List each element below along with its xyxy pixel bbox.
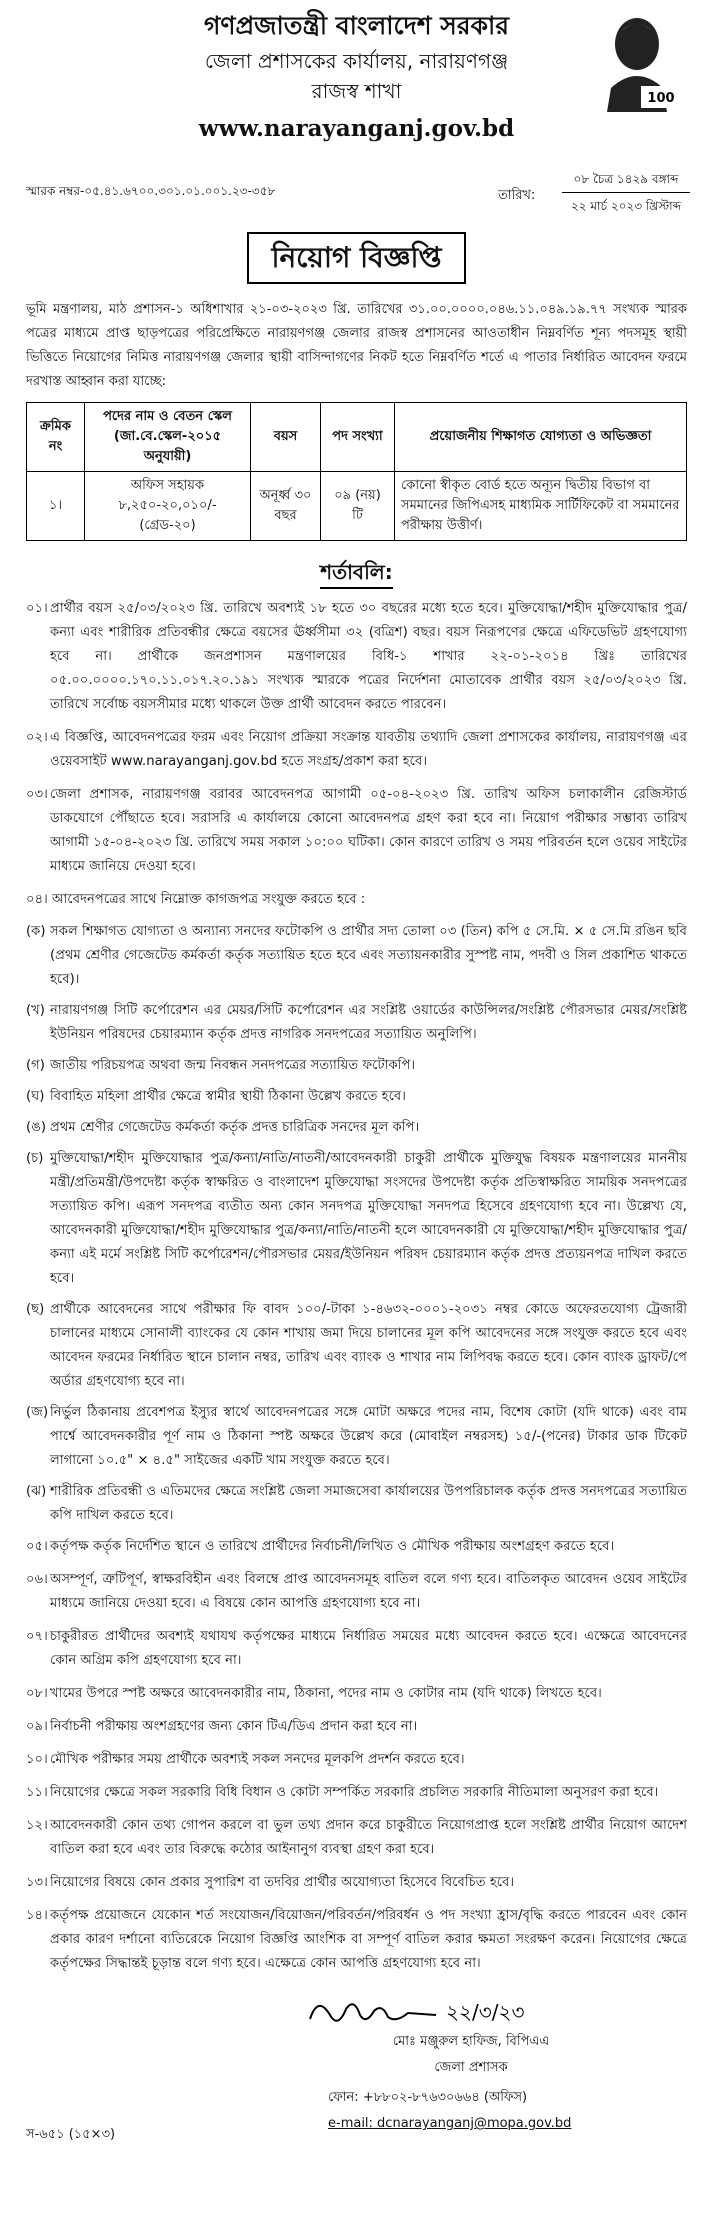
svg-text:100: 100 — [647, 91, 675, 106]
ad-code: স-৬৫১ (১৫×৩) — [26, 2127, 116, 2142]
post-grade: (গ্রেড-২০) — [139, 518, 196, 533]
memo-row — [26, 168, 687, 226]
document-item — [26, 999, 687, 1047]
letterhead — [26, 0, 687, 168]
phone-number: ফোন: +৮৮০২-৮৭৬৩০৬৬৪ (অফিস) — [328, 2090, 528, 2105]
cell-serial: ১। — [27, 472, 85, 541]
date-block — [562, 168, 690, 217]
cell-count: ০৯ (নয়) টি — [321, 472, 395, 541]
posts-table — [26, 402, 687, 541]
condition-text: প্রার্থীর বয়স ২৫/০৩/২০২৩ খ্রি. তারিখে অবশ্যই ১৮ হতে ৩০ বছরের মধ্যে হতে হবে। মুক্তিযোদ্ধা/শহীদ মুক্তিযোদ্ধার পুত্র/কন্যা এবং শারীরিক প্রতিবন্ধীর ক্ষেত্রে বয়সের ঊর্ধ্বসীমা ৩২ (বত্রিশ) বছর। বয়স নিরূপণের ক্ষেত্রে এফিডেভিট গ্রহণযোগ্য হবে না। প্রার্থীকে জনপ্রশাসন মন্ত্রণালয়ের বিধি-১ শাখার ২২-০১-২০১৪ খ্রিঃ তারিখের ০৫.০০.০০০০.১৭০.১১.০১৭.২০.১৯১ সংখ্যক স্মারকে পত্রের নির্দেশনা মোতাবেক প্রার্থীর বয়স ২৫/০৩/২০২৩ খ্রি. তারিখে সর্বোচ্চ বয়সসীমার মধ্যে থাকলে উক্ত প্রার্থী আবেদন করতে পারবেন। — [50, 601, 687, 712]
condition-text: কর্তৃপক্ষ কর্তৃক নির্দেশিত স্থানে ও তারিখে প্রার্থীদের নির্বাচনী/লিখিত ও মৌখিক পরীক্ষায় অংশগ্রহণ করতে হবে। — [50, 1539, 615, 1554]
cell-age: অনূর্ধ্ব ৩০ বছর — [251, 472, 321, 541]
document-text: বিবাহিত মহিলা প্রার্থীর ক্ষেত্রে স্বামীর স্থায়ী ঠিকানা উল্লেখ করতে হবে। — [50, 1089, 406, 1104]
condition-text: নিয়োগের ক্ষেত্রে সকল সরকারি বিধি বিধান ও কোটা সম্পর্কিত সরকারি প্রচলিত সরকারি নীতিমালা অনুসরণ করা হবে। — [50, 1785, 659, 1800]
header-qualification: প্রয়োজনীয় শিক্ষাগত যোগ্যতা ও অভিজ্ঞতা — [395, 403, 687, 472]
condition-text: জেলা প্রশাসক, নারায়ণগঞ্জ বরাবর আবেদনপত্র আগামী ০৫-০৪-২০২৩ খ্রি. তারিখ অফিস চলাকালীন রেজিস্টার্ড ডাকযোগে পৌঁছাতে হবে। সরাসরি এ কার্যালয়ে কোনো আবেদনপত্র গ্রহণ করা হবে না। নিয়োগ পরীক্ষার সম্ভাব্য তারিখ আগামী ১৫-০৪-২০২৩ খ্রি. তারিখে সময় সকাল ১০:০০ ঘটিকা। কোন কারণে তারিখ ও সময় পরিবর্তন হলে ওয়েব সাইটের মাধ্যমে জানিয়ে দেওয়া হবে। — [50, 787, 687, 874]
condition-item — [26, 1748, 687, 1772]
condition-number: ১৩। — [26, 1875, 48, 1890]
condition-item — [26, 597, 687, 717]
document-item — [26, 1298, 687, 1394]
condition-item — [26, 1625, 687, 1673]
condition-text: আবেদনকারী কোন তথ্য গোপন করলে বা ভুল তথ্য প্রদান করে চাকুরীতে নিয়োগপ্রাপ্ত হলে সংশ্লিষ্ট প্রার্থীর নিয়োগ আদেশ বাতিল করা হবে এবং তার বিরুদ্ধে কঠোর আইনানুগ ব্যবস্থা গ্রহণ করা হবে। — [50, 1818, 687, 1857]
document-text: জাতীয় পরিচয়পত্র অথবা জন্ম নিবন্ধন সনদপত্রের সত্যায়িত ফটোকপি। — [50, 1058, 416, 1073]
document-letter: (ঙ) — [26, 1120, 46, 1135]
condition-text: এ বিজ্ঞপ্তি, আবেদনপত্রের ফরম এবং নিয়োগ প্রক্রিয়া সংক্রান্ত যাবতীয় তথ্যাদি জেলা প্রশাসকের কার্যালয়, নারায়ণগঞ্জ এর ওয়েবসাইট www.narayanganj.gov.bd হতে সংগ্রহ/প্রকাশ করা হবে। — [50, 730, 687, 769]
condition-text: নিয়োগের বিষয়ে কোন প্রকার সুপারিশ বা তদবির প্রার্থীর অযোগ্যতা হিসেবে বিবেচিত হবে। — [50, 1875, 515, 1890]
cell-post — [85, 472, 251, 541]
condition-item — [26, 1682, 687, 1706]
section-name: রাজস্ব শাখা — [311, 79, 402, 103]
contact-info — [328, 2085, 571, 2137]
condition-text: চাকুরীরত প্রার্থীদের অবশ্যই যথাযথ কর্তৃপক্ষের মাধ্যমে নির্ধারিত সময়ের মধ্যে আবেদন করতে হবে। এক্ষেত্রে আবেদনের কোন অগ্রিম কপি গ্রহণযোগ্য হবে না। — [50, 1629, 687, 1668]
header-count: পদ সংখ্যা — [321, 403, 395, 472]
condition-number: ১১। — [26, 1785, 48, 1800]
condition-item — [26, 726, 687, 774]
email-link[interactable]: e-mail: dcnarayanganj@mopa.gov.bd — [328, 2116, 572, 2131]
document-letter: (ছ) — [26, 1302, 45, 1317]
table-row — [27, 472, 687, 541]
condition-item — [26, 1904, 687, 1976]
intro-paragraph: ভূমি মন্ত্রণালয়, মাঠ প্রশাসন-১ অধিশাখার ২১-০৩-২০২৩ খ্রি. তারিখের ৩১.০০.০০০০.০৪৬.১১.০৪৯.১৯.৭৭ সংখ্যক স্মারক পত্রের মাধ্যমে প্রাপ্ত ছাড়পত্রের পরিপ্রেক্ষিতে নারায়ণগঞ্জ জেলার রাজস্ব প্রশাসনের আওতাধীন নিম্নবর্ণিত শূন্য পদসমূহ স্থায়ী ভিত্তিতে নিয়োগের নিমিত্ত নারায়ণগঞ্জ জেলার স্থায়ী বাসিন্দাগণের নিকট হতে নিম্নবর্ণিত শর্তে এ পাতার নির্ধারিত আবেদন ফরমে দরখাস্ত আহ্বান করা যাচ্ছে: — [26, 302, 687, 389]
condition-number: ০৩। — [26, 787, 48, 802]
cell-qualification: কোনো স্বীকৃত বোর্ড হতে অন্যূন দ্বিতীয় বিভাগ বা সমমানের জিপিএসহ মাধ্যমিক সার্টিফিকেট বা সমমানের পরীক্ষায় উত্তীর্ণ। — [395, 472, 687, 541]
title-wrap — [26, 232, 687, 284]
condition-number: ০৬। — [26, 1572, 48, 1587]
condition-item — [26, 1781, 687, 1805]
signature-block — [26, 1985, 687, 2142]
condition-number: ০৫। — [26, 1539, 48, 1554]
signatory-name: মোঃ মঞ্জুরুল হাফিজ, বিপিএএ — [392, 2034, 550, 2049]
document-letter: (গ) — [26, 1058, 45, 1073]
condition-text: খামের উপরে স্পষ্ট অক্ষরে আবেদনকারীর নাম, ঠিকানা, পদের নাম ও কোটার নাম (যদি থাকে) লিখতে হবে। — [50, 1686, 602, 1701]
date-divider — [562, 192, 690, 193]
condition-number: ১০। — [26, 1752, 48, 1767]
conditions-title-wrap — [26, 557, 687, 589]
document-letter: (জ) — [26, 1405, 49, 1420]
condition-number: ০২। — [26, 730, 48, 745]
condition-number: ১৪। — [26, 1908, 48, 1923]
documents-intro: ০৪। আবেদনপত্রের সাথে নিম্নোক্ত কাগজপত্র সংযুক্ত করতে হবে : — [26, 892, 366, 907]
condition-item — [26, 1814, 687, 1862]
document-item — [26, 1116, 687, 1140]
header-age: বয়স — [251, 403, 321, 472]
post-scale: ৮,২৫০-২০,০১০/- — [118, 498, 217, 513]
mujib-100-logo — [591, 8, 683, 116]
document-text: প্রার্থীকে আবেদনের সাথে পরীক্ষার ফি বাবদ ১০০/-টাকা ১-৪৬৩২-০০০১-২০৩১ নম্বর কোডে অফেরতযোগ্য ট্রেজারী চালানের মাধ্যমে সোনালী ব্যাংকের যে কোন শাখায় জমা দিয়ে চালানের মূল কপি আবেদনের সঙ্গে সংযুক্ত করতে হবে এবং আবেদন ফরমের নির্ধারিত স্থানে চালান নম্বর, তারিখ এবং ব্যাংক ও শাখার নাম লিপিবদ্ধ করতে হবে। কোন ব্যাংক ড্রাফট/পে অর্ডার গ্রহণযোগ্য হবে না। — [50, 1302, 687, 1389]
document-item — [26, 1054, 687, 1078]
condition-number: ১২। — [26, 1818, 48, 1833]
document-item — [26, 1480, 687, 1528]
condition-item — [26, 1568, 687, 1616]
document-text: মুক্তিযোদ্ধা/শহীদ মুক্তিযোদ্ধার পুত্র/কন্যা/নাতি/নাতনী/আবেদনকারী চাকুরী প্রার্থীকে মুক্তিযুদ্ধ বিষয়ক মন্ত্রণালয়ের মাননীয় মন্ত্রী/প্রতিমন্ত্রী/উপদেষ্টা কর্তৃক স্বাক্ষরিত ও বাংলাদেশ মুক্তিযোদ্ধা সংসদের উপদেষ্টা কর্তৃক প্রতিস্বাক্ষরিত সাময়িক সনদপত্রের সত্যায়িত কপি। এরূপ সনদপত্র ব্যতীত অন্য কোন সনদপত্র মুক্তিযোদ্ধা সনদপত্র হিসেবে গ্রহণযোগ্য হবে না। উল্লেখ্য যে, আবেদনকারী মুক্তিযোদ্ধা/শহীদ মুক্তিযোদ্ধার পুত্র/কন্যা/নাতি/নাতনী হলে আবেদনকারী যে মুক্তিযোদ্ধা/শহীদ মুক্তিযোদ্ধার পুত্র/কন্যা এই মর্মে সংশ্লিষ্ট সিটি কর্পোরেশন/পৌরসভার মেয়র/ইউনিয়ন পরিষদ চেয়ারম্যান কর্তৃক প্রদত্ত প্রত্যয়নপত্র দাখিল করতে হবে। — [50, 1151, 687, 1286]
document-letter: (ঘ) — [26, 1089, 45, 1104]
condition-item — [26, 1871, 687, 1895]
date-english: ২২ মার্চ ২০২৩ খ্রিস্টাব্দ — [570, 199, 682, 213]
document-letter: (ঝ) — [26, 1484, 47, 1499]
condition-text: নির্বাচনী পরীক্ষায় অংশগ্রহণের জন্য কোন টিএ/ডিএ প্রদান করা হবে না। — [50, 1719, 418, 1734]
signature-date: ২২/৩/২৩ — [446, 2000, 524, 2024]
condition-number: ০১। — [26, 601, 48, 616]
signatory — [346, 2029, 596, 2081]
document-letter: (ক) — [26, 924, 46, 939]
handwritten-signature — [304, 1985, 524, 2035]
conditions-list — [26, 597, 687, 1976]
header-serial: ক্রমিক নং — [27, 403, 85, 472]
condition-text: অসম্পূর্ণ, ত্রুটিপূর্ণ, স্বাক্ষরবিহীন এবং বিলম্বে প্রাপ্ত আবেদনসমূহ বাতিল বলে গণ্য হবে। বাতিলকৃত আবেদন ওয়েব সাইটের মাধ্যমে জানিয়ে দেওয়া হবে। এ বিষয়ে কোন আপত্তি গ্রহণযোগ্য হবে না। — [50, 1572, 687, 1611]
date-label: তারিখ: — [498, 188, 536, 203]
condition-item — [26, 1535, 687, 1559]
document-text: নারায়ণগঞ্জ সিটি কর্পোরেশন এর মেয়র/সিটি কর্পোরেশন এর সংশ্লিষ্ট ওয়ার্ডের কাউন্সিলর/সংশ্লিষ্ট পৌরসভার মেয়র/সংশ্লিষ্ট ইউনিয়ন পরিষদের চেয়ারম্যান কর্তৃক প্রদত্ত নাগরিক সনদপত্রের সত্যায়িত অনুলিপি। — [50, 1003, 687, 1042]
header-post: পদের নাম ও বেতন স্কেল (জা.বে.স্কেল-২০১৫ অনুযায়ী) — [85, 403, 251, 472]
document-letter: (খ) — [26, 1003, 45, 1018]
condition-text: মৌখিক পরীক্ষার সময় প্রার্থীকে অবশ্যই সকল সনদের মূলকপি প্রদর্শন করতে হবে। — [50, 1752, 465, 1767]
notice-title: নিয়োগ বিজ্ঞপ্তি — [247, 232, 465, 284]
document-item — [26, 1401, 687, 1473]
website-link[interactable]: www.narayanganj.gov.bd — [198, 115, 515, 142]
memo-number: স্মারক নম্বর-০৫.৪১.৬৭০০.৩০১.০১.০০১.২৩-৩৫৮ — [26, 184, 276, 198]
condition-number: ০৮। — [26, 1686, 48, 1701]
condition-number: ০৭। — [26, 1629, 48, 1644]
document-item — [26, 920, 687, 992]
document-text: প্রথম শ্রেণীর গেজেটেড কর্মকর্তা কর্তৃক প্রদত্ত চারিত্রিক সনদের মূল কপি। — [50, 1120, 420, 1135]
document-item — [26, 1147, 687, 1291]
condition-number: ০৯। — [26, 1719, 48, 1734]
condition-item — [26, 783, 687, 879]
document-letter: (চ) — [26, 1151, 44, 1166]
document-text: নির্ভুল ঠিকানায় প্রবেশপত্র ইস্যুর স্বার্থে আবেদনপত্রের সঙ্গে মোটা অক্ষরে পদের নাম, বিশেষ কোটা (যদি থাকে) এবং বাম পার্শ্বে আবেদনকারীর পূর্ণ নাম ও ঠিকানা স্পষ্ট অক্ষরে উল্লেখ করে (মোবাইল নম্বরসহ) ১৫/-(পনের) টাকার ডাক টিকেট লাগানো ১০.৫" × ৪.৫" সাইজের একটি খাম সংযুক্ত করতে হবে। — [50, 1405, 687, 1468]
document-text: শারীরিক প্রতিবন্ধী ও এতিমদের ক্ষেত্রে সংশ্লিষ্ট জেলা সমাজসেবা কার্যালয়ের উপপরিচালক কর্তৃক প্রদত্ত সনদপত্রের সত্যায়িত কপি দাখিল করতে হবে। — [50, 1484, 687, 1523]
condition-text: কর্তৃপক্ষ প্রয়োজনে যেকোন শর্ত সংযোজন/বিয়োজন/পরিবর্তন/পরিবর্ধন ও পদ সংখ্যা হ্রাস/বৃদ্ধি করতে পারবেন এবং কোন প্রকার কারণ দর্শানো ব্যতিরেকে নিয়োগ বিজ্ঞপ্তি আংশিক বা সম্পূর্ণ বাতিল করার ক্ষমতা সংরক্ষণ করেন। নিয়োগের ক্ষেত্রে কর্তৃপক্ষের সিদ্ধান্তই চূড়ান্ত বলে গণ্য হবে। এক্ষেত্রে কোন আপত্তি গ্রহণযোগ্য হবে না। — [50, 1908, 687, 1971]
condition-item — [26, 1715, 687, 1739]
post-name: অফিস সহায়ক — [130, 478, 205, 493]
conditions-title: শর্তাবলি: — [320, 557, 392, 589]
date-bangla: ০৮ চৈত্র ১৪২৯ বঙ্গাব্দ — [573, 172, 679, 186]
office-name: জেলা প্রশাসকের কার্যালয়, নারায়ণগঞ্জ — [204, 49, 509, 73]
table-header-row — [27, 403, 687, 472]
document-text: সকল শিক্ষাগত যোগ্যতা ও অন্যান্য সনদের ফটোকপি ও প্রার্থীর সদ্য তোলা ০৩ (তিন) কপি ৫ সে.মি. × ৫ সে.মি রঙিন ছবি (প্রথম শ্রেণীর গেজেটেড কর্মকর্তা কর্তৃক সত্যায়িত হতে হবে এবং সত্যায়নকারীর সুস্পষ্ট নাম, পদবী ও সিল প্রকাশিত থাকতে হবে)। — [50, 924, 687, 987]
signatory-designation: জেলা প্রশাসক — [434, 2060, 508, 2075]
document-item — [26, 1085, 687, 1109]
government-name: গণপ্রজাতন্ত্রী বাংলাদেশ সরকার — [204, 11, 509, 40]
